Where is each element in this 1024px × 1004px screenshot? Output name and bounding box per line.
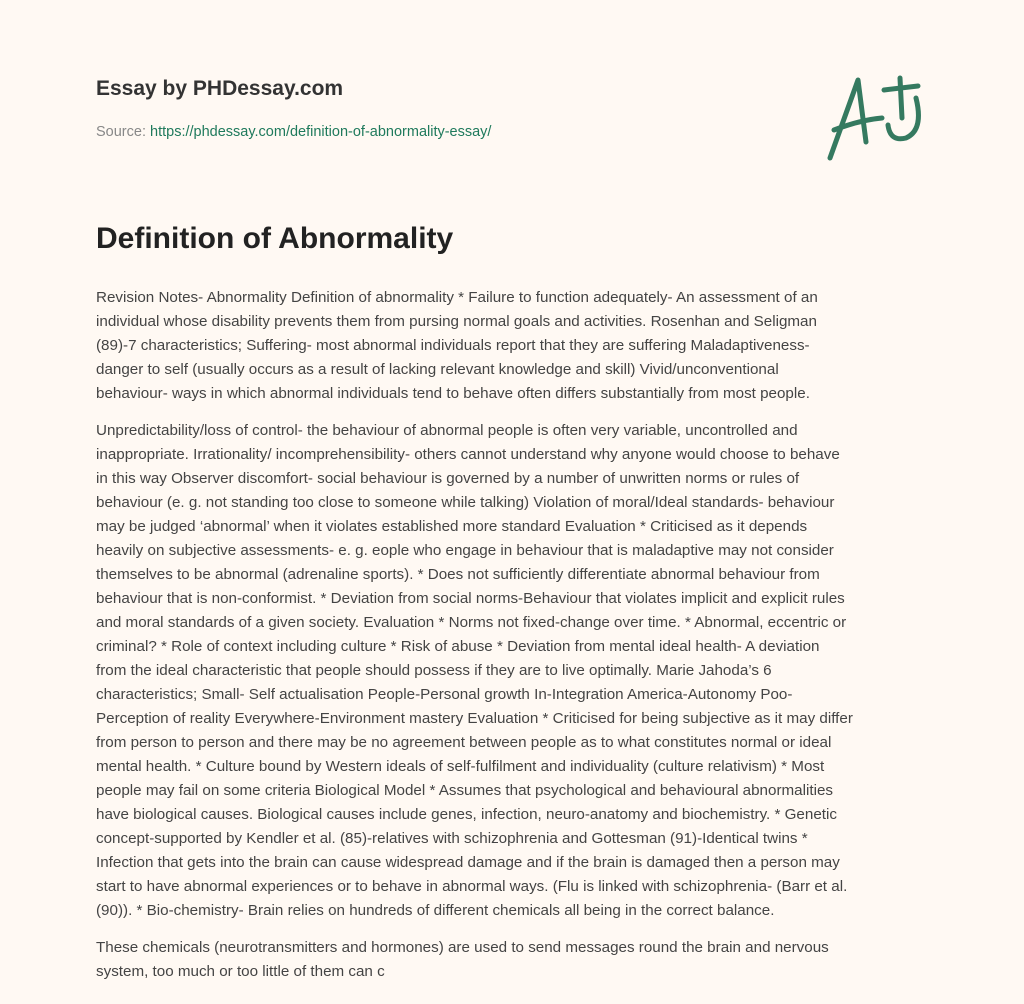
paragraph-line: (89)-7 characteristics; Suffering- most abnormal individuals report that they are suffering Maladaptiveness- (96, 337, 810, 354)
paragraph-line: Revision Notes- Abnormality Definition of abnormality * Failure to function adequately- An assessment of an (96, 289, 818, 306)
essay-paragraph (96, 419, 946, 923)
paragraph-line: start to have abnormal experiences or to behave in abnormal ways. (Flu is linked with schizophrenia- (Barr et al. (96, 878, 848, 895)
paragraph-line: behaviour that is non-conformist. * Deviation from social norms-Behaviour that violates implicit and explicit rules (96, 590, 845, 607)
paragraph-line: Infection that gets into the brain can cause widespread damage and if the brain is damaged then a person may (96, 854, 840, 871)
paragraph-line: characteristics; Small- Self actualisation People-Personal growth In-Integration America-Autonomy Poo- (96, 686, 793, 703)
paragraph-line: These chemicals (neurotransmitters and hormones) are used to send messages round the brain and nervous (96, 939, 829, 956)
paragraph-line: and moral standards of a given society. Evaluation * Norms not fixed-change over time. * Abnormal, eccentric or (96, 614, 847, 631)
paragraph-line: may be judged ‘abnormal’ when it violates established more standard Evaluation * Criticised as it depends (96, 518, 808, 535)
a-plus-logo-icon (820, 70, 930, 165)
paragraph-line: individual whose disability prevents them from pursing normal goals and activities. Rosenhan and Seligman (96, 313, 817, 330)
paragraph-line: inappropriate. Irrationality/ incomprehensibility- others cannot understand why anyone would choose to behave (96, 446, 840, 463)
paragraph-line: mental health. * Culture bound by Western ideals of self-fulfilment and individuality (culture relativism) * Most (96, 758, 825, 775)
source-line (96, 124, 491, 140)
paragraph-line: Unpredictability/loss of control- the behaviour of abnormal people is often very variable, uncontrolled and (96, 422, 798, 439)
paragraph-line: criminal? * Role of context including culture * Risk of abuse * Deviation from mental ideal health- A deviation (96, 638, 820, 655)
essay-paragraph (96, 286, 946, 406)
paragraph-line: (90)). * Bio-chemistry- Brain relies on hundreds of different chemicals all being in the correct balance. (96, 902, 775, 919)
paragraph-line: people may fail on some criteria Biological Model * Assumes that psychological and behavioural abnormalities (96, 782, 833, 799)
paragraph-line: concept-supported by Kendler et al. (85)-relatives with schizophrenia and Gottesman (91)-Identical twins * (96, 830, 808, 847)
paragraph-line: heavily on subjective assessments- e. g. eople who engage in behaviour that is maladaptive may not consider (96, 542, 834, 559)
paragraph-line: themselves to be abnormal (adrenaline sports). * Does not sufficiently differentiate abnormal behaviour from (96, 566, 820, 583)
essay-paragraph (96, 936, 946, 984)
paragraph-line: in this way Observer discomfort- social behaviour is governed by a number of unwritten norms or rules of (96, 470, 800, 487)
paragraph-line: have biological causes. Biological causes include genes, infection, neuro-anatomy and biochemistry. * Genetic (96, 806, 837, 823)
paragraph-line: from the ideal characteristic that people should possess if they are to live optimally. Marie Jahoda’s 6 (96, 662, 772, 679)
paragraph-line: system, too much or too little of them can c (96, 963, 385, 980)
paragraph-line: danger to self (usually occurs as a result of lacking relevant knowledge and skill) Vivid/unconventional (96, 361, 779, 378)
paragraph-line: behaviour (e. g. not standing too close to someone while talking) Violation of moral/Ideal standards- behaviour (96, 494, 835, 511)
source-label: Source: (96, 124, 146, 140)
paragraph-line: behaviour- ways in which abnormal individuals tend to behave often differs substantially from most people. (96, 385, 810, 402)
source-link[interactable]: https://phdessay.com/definition-of-abnormality-essay/ (150, 124, 492, 140)
site-brand: Essay by PHDessay.com (96, 77, 344, 100)
paragraph-line: from person to person and there may be no agreement between people as to what constitutes normal or ideal (96, 734, 832, 751)
essay-title: Definition of Abnormality (96, 222, 454, 255)
essay-body (96, 286, 946, 997)
paragraph-line: Perception of reality Everywhere-Environment mastery Evaluation * Criticised for being subjective as it may differ (96, 710, 853, 727)
